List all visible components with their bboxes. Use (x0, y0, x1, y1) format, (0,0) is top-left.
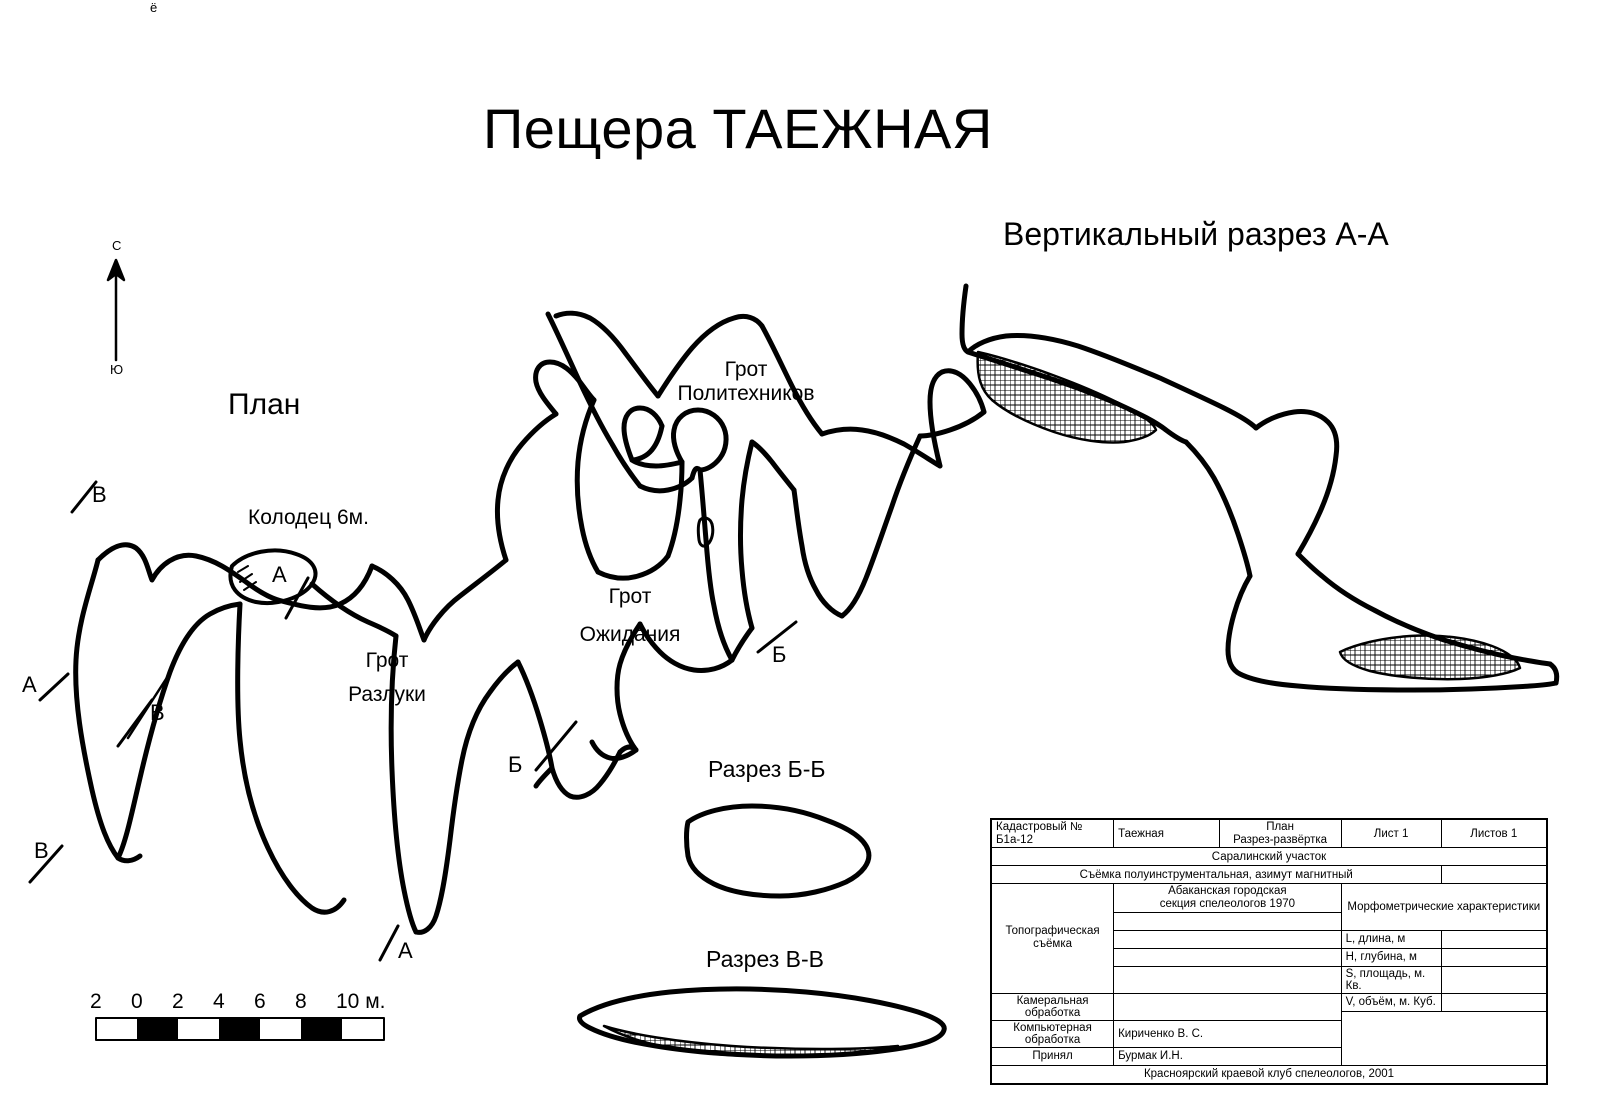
sheet-cell: Лист 1 (1341, 820, 1441, 848)
scale-tick-4: 6 (254, 990, 266, 1013)
plan-type-line1: План (1266, 821, 1294, 833)
accepted-value: Бурмак И.Н. (1114, 1047, 1342, 1065)
survey-type-blank (1441, 866, 1546, 884)
section-mark-a1: А (22, 672, 37, 697)
plan-type-line2: Разрез-развёртка (1233, 833, 1328, 846)
cave-name-cell: Таежная (1114, 820, 1219, 848)
topo-survey-cell: Топографическая съёмка (992, 884, 1114, 993)
topo-blank-1 (1114, 930, 1342, 948)
compass-south-label: Ю (110, 362, 124, 377)
grot-ozhidaniya-label (570, 578, 690, 654)
section-mark-b2: Б (772, 642, 787, 667)
scale-tick-5: 8 (295, 990, 307, 1013)
computer-processing-value: Кириченко В. С. (1114, 1020, 1342, 1047)
section-bb-title: Разрез Б-Б (708, 756, 826, 782)
morpho-label-1: H, глубина, м (1341, 948, 1441, 966)
morpho-header-cell: Морфометрические характеристики (1341, 884, 1546, 930)
section-vv-title: Разрез В-В (706, 946, 825, 972)
office-processing-label: Камеральная обработка (992, 993, 1114, 1020)
morpho-label-3: V, объём, м. Куб. (1341, 993, 1441, 1011)
accepted-label: Принял (992, 1047, 1114, 1065)
morpho-value-1 (1441, 948, 1546, 966)
compass-north-label: С (112, 238, 122, 253)
page-title: Пещера ТАЕЖНАЯ (483, 97, 993, 160)
org-line1: Абаканская городская (1168, 885, 1287, 898)
morpho-label-0: L, длина, м (1341, 930, 1441, 948)
org-line2: секция спелеологов 1970 (1159, 897, 1296, 910)
stray-mark: ё (150, 0, 158, 15)
cadastre-label: Кадастровый № (996, 821, 1083, 833)
grot-politehnikov-line2: Политехников (677, 382, 815, 406)
section-mark-a2: А (272, 562, 287, 587)
grot-ozhidaniya-line1: Грот (608, 585, 652, 608)
grot-politehnikov-line1: Грот (724, 358, 768, 381)
section-mark-b1: Б (508, 752, 523, 777)
grot-razluki-line1: Грот (365, 649, 409, 672)
kolodets-label: Колодец 6м. (248, 506, 369, 529)
cadastre-number: Б1а-12 (996, 833, 1033, 846)
title-block (990, 818, 1548, 1085)
grot-politehnikov-label (672, 358, 820, 406)
morpho-value-0 (1441, 930, 1546, 948)
office-processing-value (1114, 993, 1342, 1020)
right-blank-cell (1341, 1011, 1546, 1065)
scale-tick-2: 2 (172, 990, 184, 1013)
cadastre-cell (992, 820, 1114, 848)
computer-processing-label: Компьютерная обработка (992, 1020, 1114, 1047)
section-mark-v1: В (92, 482, 107, 507)
org-blank-cell (1114, 912, 1342, 930)
topo-blank-2 (1114, 948, 1342, 966)
area-cell: Саралинский участок (992, 848, 1547, 866)
grot-ozhidaniya-line2: Ожидания (579, 622, 681, 646)
survey-type-cell: Съёмка полуинструментальная, азимут магнитный (992, 866, 1442, 884)
scale-tick-0: 2 (90, 990, 102, 1013)
section-mark-a3: А (398, 938, 413, 963)
grot-razluki-line2: Разлуки (348, 682, 426, 706)
grot-razluki-label (332, 644, 442, 711)
footer-cell: Красноярский краевой клуб спелеологов, 2001 (992, 1065, 1547, 1083)
sheets-total-cell: Листов 1 (1441, 820, 1546, 848)
section-mark-v2: В (150, 700, 165, 725)
scale-tick-3: 4 (213, 990, 225, 1013)
morpho-value-3 (1441, 993, 1546, 1011)
morpho-value-2 (1441, 966, 1546, 993)
morpho-label-2: S, площадь, м. Кв. (1341, 966, 1441, 993)
plan-title: План (228, 388, 301, 421)
org-cell (1114, 884, 1342, 912)
scale-tick-1: 0 (131, 990, 143, 1013)
scale-tick-6: 10 м. (336, 990, 386, 1013)
section-mark-v3: В (34, 838, 49, 863)
topo-blank-3 (1114, 966, 1342, 993)
plan-type-cell (1219, 820, 1341, 848)
vertical-section-title: Вертикальный разрез А-А (1003, 216, 1389, 252)
